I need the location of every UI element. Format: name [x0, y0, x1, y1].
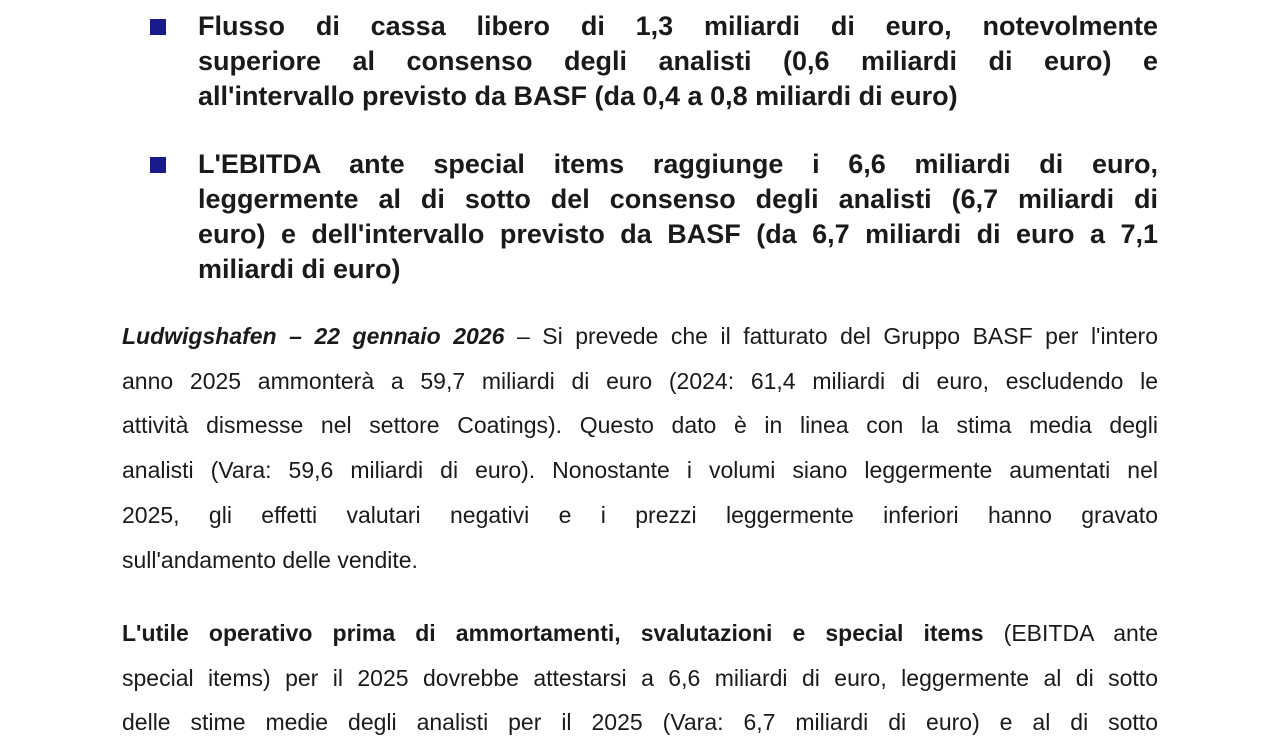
- body-paragraph-ebitda: [122, 611, 1158, 745]
- highlight-line: L'EBITDA ante special items raggiunge i 6,6 miliardi di euro,: [198, 149, 1158, 179]
- highlight-line: all'intervallo previsto da BASF (da 0,4 a 0,8 miliardi di euro): [198, 81, 958, 111]
- bullet-square-icon: [150, 19, 166, 35]
- paragraph-line: sull'andamento delle vendite.: [122, 546, 418, 573]
- highlight-line: miliardi di euro): [198, 254, 401, 284]
- paragraph-line: 2025, gli effetti valutari negativi e i prezzi leggermente inferiori hanno gravato: [122, 501, 1158, 528]
- paragraph-line: [122, 314, 1158, 359]
- paragraph-line: special items) per il 2025 dovrebbe attestarsi a 6,6 miliardi di euro, leggermente al di sotto: [122, 664, 1158, 691]
- paragraph-line: [122, 611, 1158, 656]
- paragraph-lead: L'utile operativo prima di ammortamenti, svalutazioni e special items: [122, 620, 984, 646]
- bullet-square-icon: [150, 157, 166, 173]
- body-paragraph-sales: [122, 314, 1158, 582]
- highlight-line: superiore al consenso degli analisti (0,6 miliardi di euro) e: [198, 46, 1158, 76]
- highlight-line: Flusso di cassa libero di 1,3 miliardi di euro, notevolmente: [198, 11, 1158, 41]
- highlight-line: euro) e dell'intervallo previsto da BASF (da 6,7 miliardi di euro a 7,1: [198, 219, 1158, 249]
- paragraph-line: anno 2025 ammonterà a 59,7 miliardi di euro (2024: 61,4 miliardi di euro, escludendo le: [122, 367, 1158, 394]
- paragraph-text: (EBITDA ante: [983, 620, 1159, 646]
- highlight-free-cash-flow: [198, 9, 1158, 114]
- paragraph-line: attività dismesse nel settore Coatings). Questo dato è in linea con la stima media degli: [122, 412, 1158, 439]
- paragraph-text: – Si prevede che il fatturato del Gruppo BASF per l'intero: [504, 323, 1158, 349]
- highlight-line: leggermente al di sotto del consenso degli analisti (6,7 miliardi di: [198, 184, 1158, 214]
- paragraph-line: delle stime medie degli analisti per il 2025 (Vara: 6,7 miliardi di euro) e al di sotto: [122, 709, 1158, 736]
- paragraph-line: analisti (Vara: 59,6 miliardi di euro). Nonostante i volumi siano leggermente aumentati nel: [122, 457, 1158, 484]
- highlight-ebitda: [198, 147, 1158, 287]
- dateline: Ludwigshafen – 22 gennaio 2026: [122, 323, 505, 349]
